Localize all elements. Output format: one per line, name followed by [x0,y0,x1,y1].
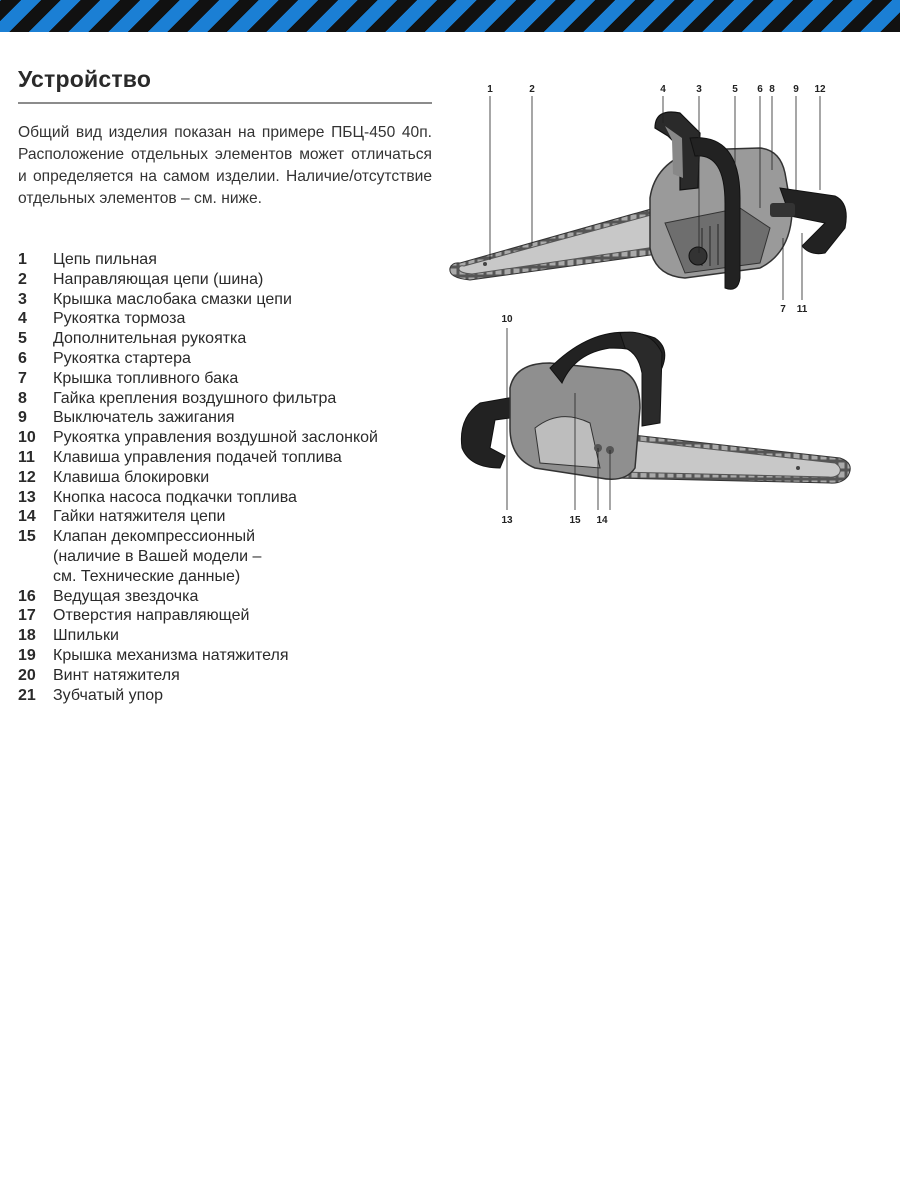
callout-number: 6 [757,84,763,95]
legend-number: 4 [18,310,27,328]
legend-number: 9 [18,409,27,427]
callout-number: 15 [569,515,581,526]
legend-item [18,389,378,409]
legend-number: 7 [18,369,27,387]
legend-item [18,468,378,488]
legend-text: Шпильки [53,627,119,645]
callout-number: 2 [529,84,535,95]
legend-number: 18 [18,627,36,645]
legend-number: 1 [18,251,27,268]
legend-item [18,527,378,586]
intro-paragraph: Общий вид изделия показан на примере ПБЦ-450 40п. Расположение отдельных элементов может отличаться и определяется на самом изделии. Наличие/отсутствие отдельных элементов – см. ниже. [18,124,432,207]
legend-number: 8 [18,389,27,407]
legend-number: 15 [18,528,36,546]
legend-number: 13 [18,488,36,506]
legend-text: Гайка крепления воздушного фильтра [53,389,337,407]
legend-number: 11 [18,448,35,466]
legend-item [18,309,378,329]
legend-item [18,250,378,270]
legend-item [18,507,378,527]
legend-text: Крышка топливного бака [53,369,239,387]
title-rule [18,102,432,104]
legend-text: Клапан декомпрессионный (наличие в Вашей модели – см. Технические данные) [53,528,262,585]
chainsaw-figure-top [440,78,880,328]
legend-text: Выключатель зажигания [53,409,235,427]
callout-number: 3 [696,84,702,95]
legend-number: 19 [18,646,36,664]
legend-item [18,626,378,646]
legend-number: 10 [18,429,36,447]
legend-text: Клавиша управления подачей топлива [53,448,342,466]
legend-item [18,587,378,607]
legend-number: 16 [18,587,36,605]
legend-text: Винт натяжителя [53,666,180,684]
legend-text: Ведущая звездочка [53,587,199,605]
legend-number: 20 [18,666,36,684]
legend-item [18,666,378,686]
legend-text: Кнопка насоса подкачки топлива [53,488,297,506]
parts-legend [18,250,378,705]
callout-number: 12 [814,84,826,95]
legend-text: Крышка механизма натяжителя [53,646,289,664]
legend-text: Дополнительная рукоятка [53,330,247,348]
callout-number: 10 [501,314,513,325]
legend-item [18,349,378,369]
legend-number: 17 [18,607,36,625]
legend-text: Рукоятка управления воздушной заслонкой [53,429,378,447]
legend-number: 2 [18,270,27,288]
legend-number: 3 [18,290,27,308]
legend-text: Рукоятка тормоза [53,310,186,328]
starter-grip [770,203,795,217]
legend-number: 21 [18,686,36,704]
legend-item [18,329,378,349]
legend-text: Зубчатый упор [53,686,164,704]
legend-item [18,488,378,508]
guide-bar [615,433,850,483]
callout-number: 11 [796,304,808,315]
legend-text: Цепь пильная [53,251,157,268]
legend-number: 14 [18,508,36,526]
callout-number: 14 [596,515,608,526]
callout-number: 7 [780,304,786,315]
legend-number: 6 [18,349,27,367]
callout-number: 5 [732,84,738,95]
callout-number: 1 [487,84,493,95]
legend-text: Отверстия направляющей [53,607,250,625]
legend-item [18,369,378,389]
legend-text: Рукоятка стартера [53,349,191,367]
callout-number: 8 [769,84,775,95]
legend-text: Гайки натяжителя цепи [53,508,226,526]
chainsaw-figure-bottom [450,308,860,538]
callout-number: 9 [793,84,799,95]
legend-item [18,686,378,706]
legend-item [18,290,378,310]
legend-item [18,646,378,666]
legend-item [18,448,378,468]
callout-number: 4 [660,84,666,95]
legend-text: Клавиша блокировки [53,468,210,486]
section-title: Устройство [18,66,152,92]
legend-number: 12 [18,468,36,486]
legend-item [18,270,378,290]
legend-item [18,606,378,626]
legend-item [18,408,378,428]
guide-bar [450,205,665,280]
legend-text: Крышка маслобака смазки цепи [53,290,292,308]
header-stripe [0,0,900,32]
callout-number: 13 [501,515,513,526]
legend-number: 5 [18,330,27,348]
legend-text: Направляющая цепи (шина) [53,270,264,288]
legend-item [18,428,378,448]
